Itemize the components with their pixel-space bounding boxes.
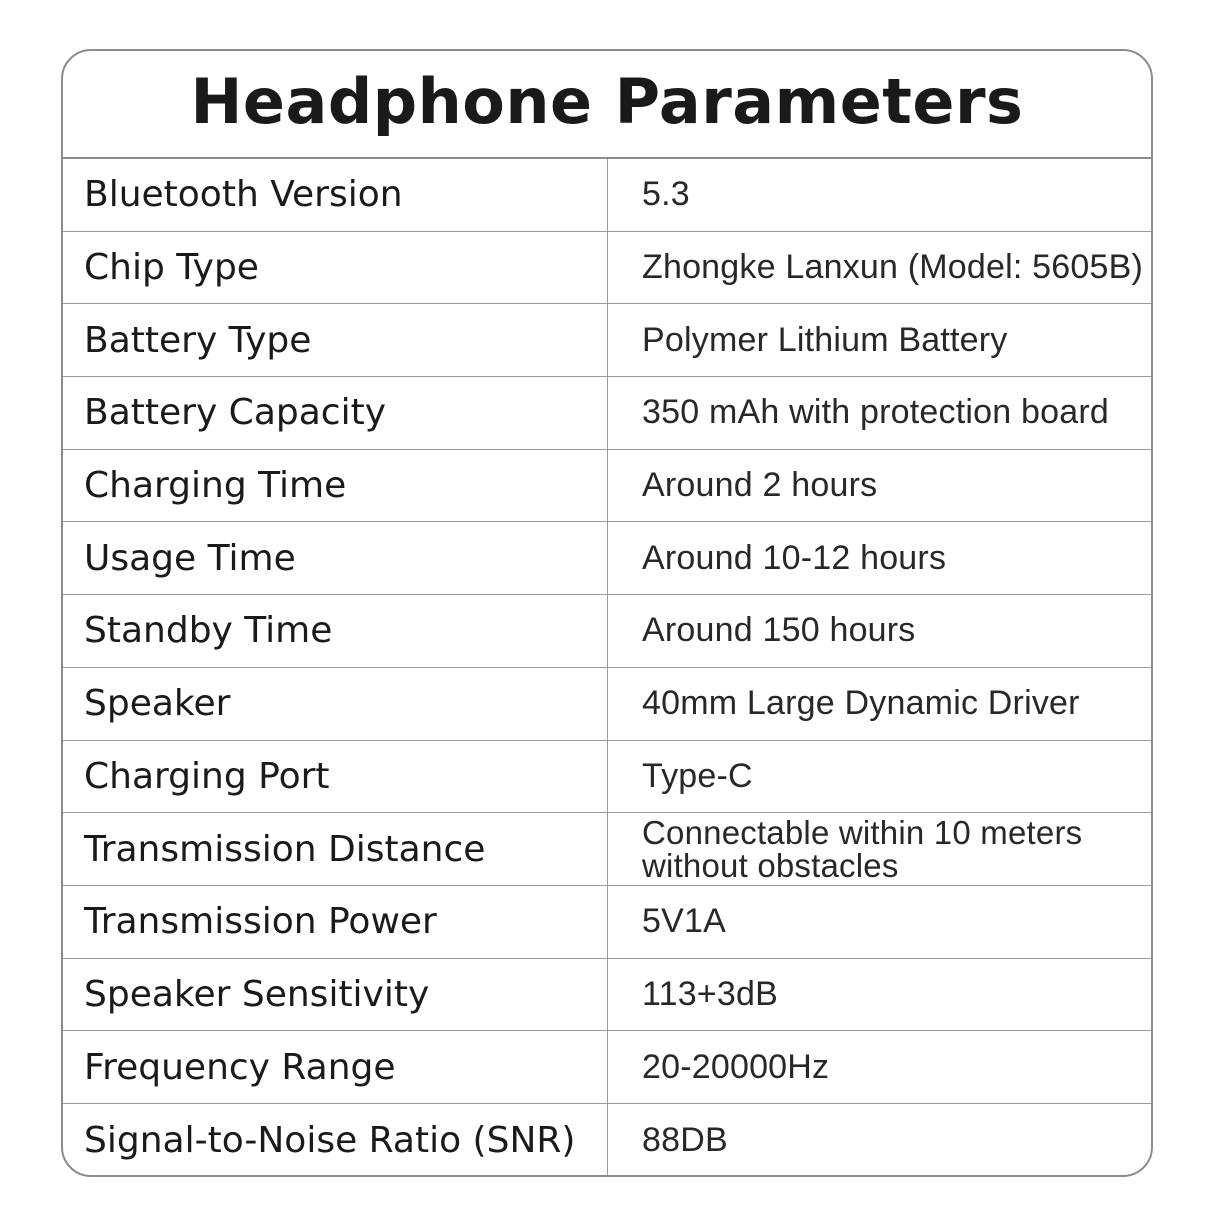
- row-label: Bluetooth Version: [63, 159, 608, 231]
- table-row: [63, 813, 1151, 886]
- row-value: 88DB: [642, 1120, 728, 1159]
- table-row: [63, 159, 1151, 232]
- table-row: [63, 450, 1151, 523]
- table-row: [63, 668, 1151, 741]
- row-value: 5V1A: [642, 902, 726, 941]
- table-row: [63, 304, 1151, 377]
- parameters-card: [61, 49, 1153, 1177]
- table-row: [63, 377, 1151, 450]
- table-row: [63, 1031, 1151, 1104]
- row-value: Zhongke Lanxun (Model: 5605B): [642, 248, 1144, 287]
- row-label: Battery Capacity: [63, 377, 608, 449]
- row-label: Charging Time: [63, 450, 608, 522]
- table-row: [63, 522, 1151, 595]
- row-value: 350 mAh with protection board: [642, 393, 1109, 432]
- row-value: 40mm Large Dynamic Driver: [642, 684, 1080, 723]
- row-label: Standby Time: [63, 595, 608, 667]
- row-label: Speaker Sensitivity: [63, 959, 608, 1031]
- table-row: [63, 1104, 1151, 1177]
- row-label: Chip Type: [63, 232, 608, 304]
- row-label: Battery Type: [63, 304, 608, 376]
- row-value: 5.3: [642, 175, 690, 214]
- table-row: [63, 595, 1151, 668]
- row-label: Transmission Distance: [63, 813, 608, 885]
- row-label: Charging Port: [63, 741, 608, 813]
- table-row: [63, 741, 1151, 814]
- row-value: Polymer Lithium Battery: [642, 320, 1008, 359]
- row-label: Speaker: [63, 668, 608, 740]
- row-value: 20-20000Hz: [642, 1047, 830, 1086]
- row-value: Type-C: [642, 756, 753, 795]
- table-row: [63, 959, 1151, 1032]
- row-label: Transmission Power: [63, 886, 608, 958]
- row-value: 113+3dB: [642, 974, 778, 1013]
- row-value: Around 150 hours: [642, 611, 916, 650]
- row-value: Connectable within 10 meters without obstacles: [642, 814, 1083, 885]
- row-label: Usage Time: [63, 522, 608, 594]
- table-row: [63, 886, 1151, 959]
- row-value: Around 10-12 hours: [642, 538, 947, 577]
- table-row: [63, 232, 1151, 305]
- parameters-table: [63, 159, 1151, 1177]
- row-label: Frequency Range: [63, 1031, 608, 1103]
- page-title: Headphone Parameters: [190, 64, 1024, 138]
- row-value: Around 2 hours: [642, 466, 878, 505]
- title-bar: [63, 51, 1151, 159]
- row-label: Signal-to-Noise Ratio (SNR): [63, 1104, 608, 1177]
